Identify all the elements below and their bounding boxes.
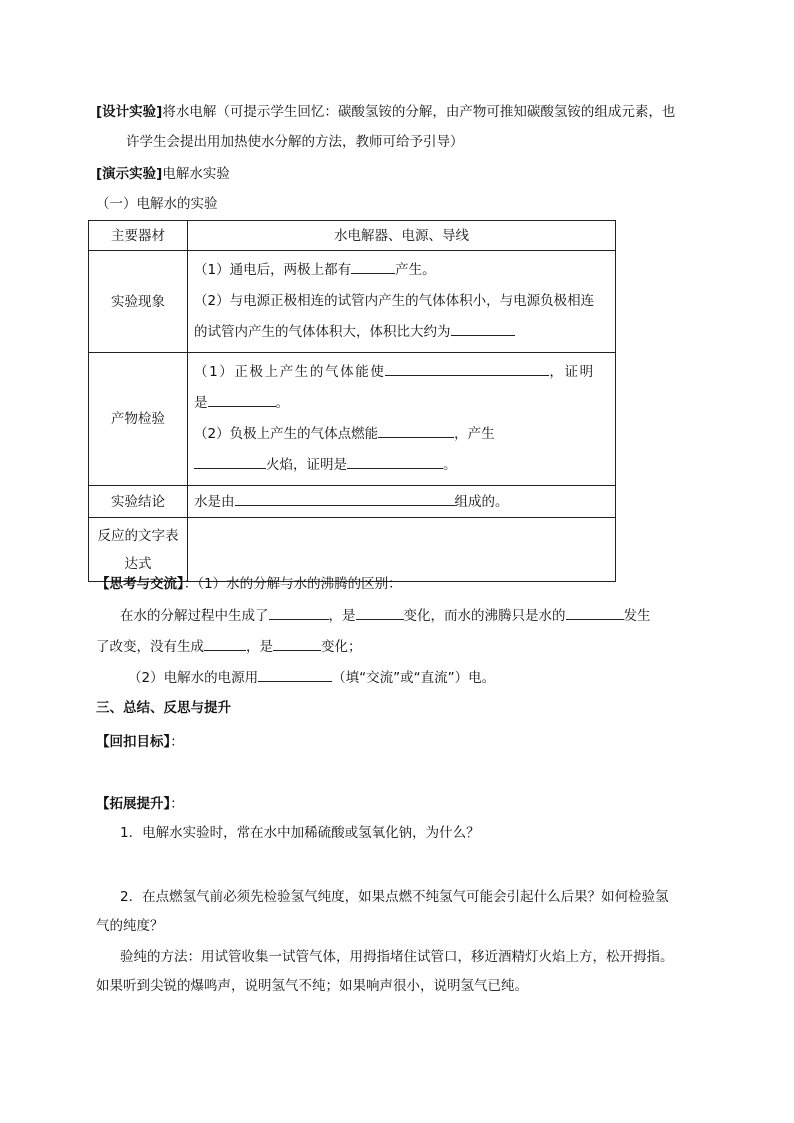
think-heading: 【思考与交流】：（1）水的分解与水的沸腾的区别： (96, 576, 402, 592)
blank-current-type[interactable] (258, 667, 332, 682)
design-tag: [设计实验] (96, 104, 163, 120)
word-equation-label: 反应的文字表 达式 (89, 518, 188, 582)
product-test-label: 产物检验 (89, 353, 188, 486)
answer-line-2: 如果听到尖锐的爆鸣声，说明氢气不纯；如果响声很小，说明氢气已纯。 (96, 978, 528, 994)
blank-new-substance[interactable] (269, 605, 329, 620)
question-2-line-2: 气的纯度？ (96, 918, 164, 934)
design-line-2: 许学生会提出用加热使水分解的方法，教师可给予引导） (126, 134, 464, 150)
design-line-1 (96, 102, 675, 122)
blank-positive-test[interactable] (385, 361, 549, 376)
blank-negative-test[interactable] (378, 423, 454, 438)
think-line-2: 了改变，没有生成 ，是 变化； (96, 636, 362, 657)
blank-composition[interactable] (235, 491, 455, 506)
answer-line-1: 验纯的方法：用试管收集一试管气体，用拇指堵住试管口，移近酒精灯火焰上方，松开拇指。 (120, 949, 674, 965)
table-row (89, 353, 616, 486)
review-heading: 【回扣目标】： (96, 734, 184, 750)
demo-text: 电解水实验 (162, 166, 230, 182)
demo-tag: [演示实验] (96, 166, 163, 182)
word-equation-answer[interactable] (188, 518, 616, 582)
design-text-1: 将水电解（可提示学生回忆：碳酸氢铵的分解，由产物可推知碳酸氢铵的组成元素，也 (162, 104, 676, 120)
demo-line (96, 164, 230, 184)
table-row (89, 221, 616, 251)
blank-no-new[interactable] (204, 636, 246, 651)
section-three-heading: 三、总结、反思与提升 (96, 700, 231, 716)
table-row (89, 251, 616, 353)
phenomenon-content: （1）通电后，两极上都有 产生。 （2）与电源正极相连的试管内产生的气体体积小，与电源负极相连 的试管内产生的气体体积大，体积比大约为 (188, 251, 616, 353)
question-1: 1．电解水实验时，常在水中加稀硫酸或氢氧化钠，为什么？ (120, 825, 480, 841)
think-tag: 【思考与交流】 (96, 576, 184, 592)
phenomenon-label: 实验现象 (89, 251, 188, 353)
blank-change-type-1[interactable] (356, 605, 404, 620)
conclusion-content: 水是由 组成的。 (188, 486, 616, 518)
blank-positive-gas[interactable] (208, 392, 276, 407)
think-line-1: 在水的分解过程中生成了 ，是 变化，而水的沸腾只是水的 发生 (120, 605, 651, 626)
think-line-3: （2）电解水的电源用 （填“交流”或“直流”）电。 (128, 667, 495, 688)
equipment-content: 水电解器、电源、导线 (188, 221, 616, 251)
section-one-heading: （一）电解水的实验 (96, 196, 218, 212)
product-test-content: （1）正极上产生的气体能使 ，证明 是 。 （2）负极上产生的气体点燃能 ，产生 火焰，证明是 。 (188, 353, 616, 486)
table-row (89, 518, 616, 582)
question-2-line-1: 2．在点燃氢气前必须先检验氢气纯度，如果点燃不纯氢气可能会引起什么后果？如何检验氢 (120, 889, 669, 905)
blank-gas[interactable] (351, 259, 395, 274)
conclusion-label: 实验结论 (89, 486, 188, 518)
extend-heading: 【拓展提升】： (96, 796, 184, 812)
blank-negative-gas[interactable] (347, 454, 443, 469)
experiment-table (88, 220, 616, 582)
equipment-label: 主要器材 (89, 221, 188, 251)
blank-water-state[interactable] (566, 605, 624, 620)
blank-flame-color[interactable] (194, 454, 266, 469)
blank-change-type-2[interactable] (273, 636, 321, 651)
table-row (89, 486, 616, 518)
blank-volume-ratio[interactable] (451, 321, 515, 336)
